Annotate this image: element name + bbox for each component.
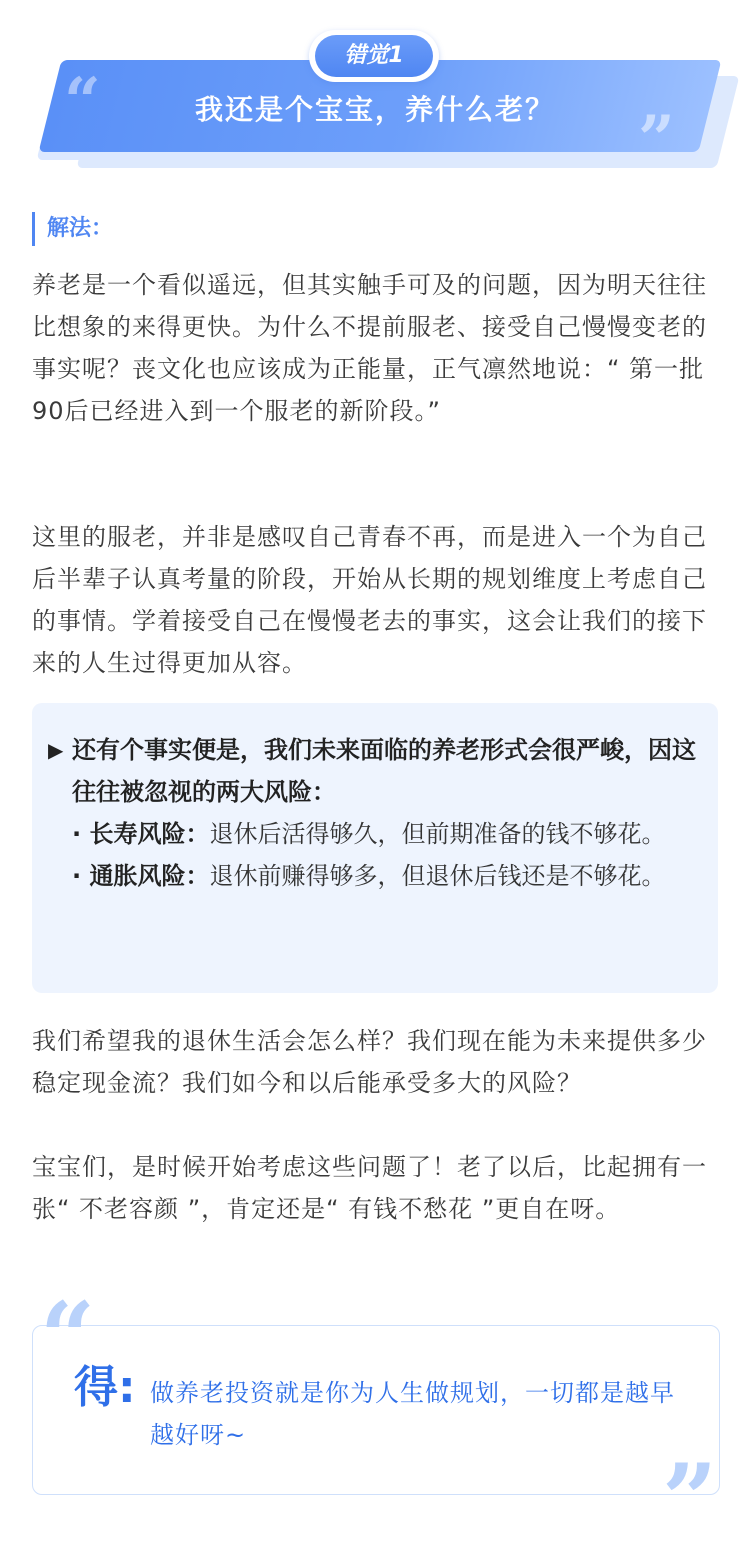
callout-heading-row xyxy=(48,729,708,813)
paragraph-1: 养老是一个看似遥远，但其实触手可及的问题，因为明天往往比想象的来得更快。为什么不提前服老、接受自己慢慢变老的事实呢？丧文化也应该成为正能量，正气凛然地说：“ 第一批90后已经进入到一个服老的新阶段。” xyxy=(32,271,707,425)
takeaway-label: 得: xyxy=(74,1362,136,1413)
header-banner xyxy=(0,0,750,175)
callout-heading: 还有个事实便是，我们未来面临的养老形式会很严峻，因这往往被忽视的两大风险： xyxy=(72,736,696,806)
triangle-bullet-icon: ▶ xyxy=(48,738,64,762)
risk-callout xyxy=(32,703,718,993)
open-quote-icon: “ xyxy=(40,1281,96,1394)
paragraph-2: 这里的服老，并非是感叹自己青春不再，而是进入一个为自己后半辈子认真考量的阶段，开始从长期的规划维度上考虑自己的事情。学着接受自己在慢慢老去的事实，这会让我们的接下来的人生过得更加从容。 xyxy=(32,523,707,677)
risk-item xyxy=(48,813,708,855)
paragraph-4: 宝宝们，是时候开始考虑这些问题了！老了以后，比起拥有一张“ 不老容颜 ”，肯定还是“ 有钱不愁花 ”更自在呀。 xyxy=(32,1153,707,1223)
badge-label: 错觉1 xyxy=(315,35,433,77)
close-quote-icon: ” xyxy=(638,102,675,177)
risk-name: · 通胀风险 xyxy=(72,862,186,890)
open-quote-icon: “ xyxy=(64,64,101,139)
risk-name: · 长寿风险 xyxy=(72,820,186,848)
close-quote-icon: ” xyxy=(662,1443,718,1556)
takeaway-text: 做养老投资就是你为人生做规划，一切都是越早越好呀~ xyxy=(150,1379,675,1449)
risk-description: 退休前赚得够多，但退休后钱还是不够花。 xyxy=(209,862,666,890)
risk-description: 退休后活得够久，但前期准备的钱不够花。 xyxy=(209,820,666,848)
badge xyxy=(309,30,439,82)
risk-separator: ： xyxy=(185,862,210,890)
section-label: 解法： xyxy=(32,212,113,246)
risk-item xyxy=(48,855,708,897)
banner-title: 我还是个宝宝，养什么老？ xyxy=(194,93,555,126)
risk-separator: ： xyxy=(185,820,210,848)
paragraph-3: 我们希望我的退休生活会怎么样？我们现在能为未来提供多少稳定现金流？我们如今和以后能承受多大的风险？ xyxy=(32,1027,707,1097)
callout-content xyxy=(48,729,708,897)
